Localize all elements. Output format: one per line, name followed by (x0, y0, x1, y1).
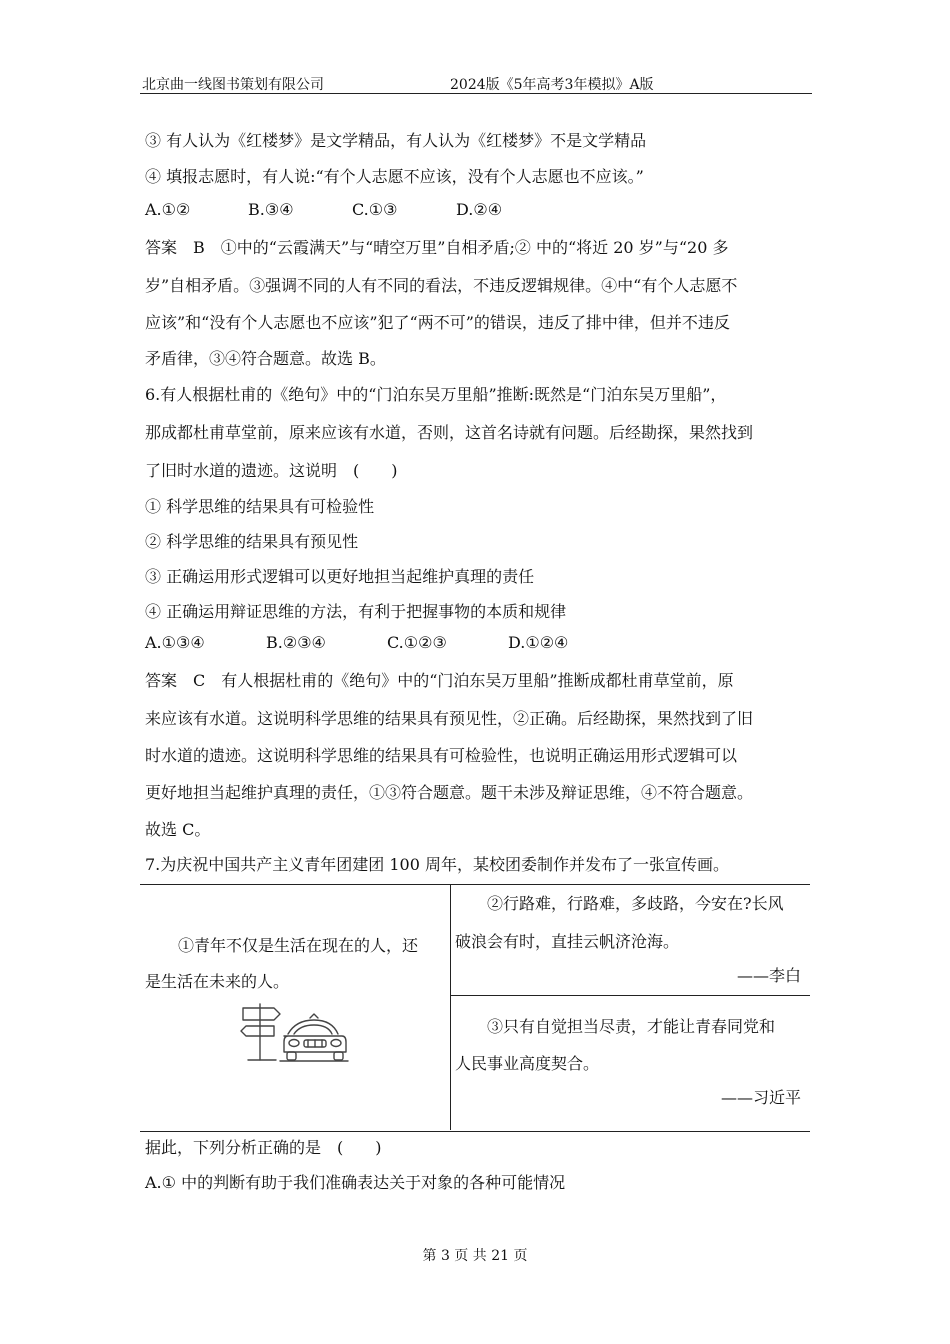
page-number: 第 3 页 共 21 页 (422, 1248, 528, 1264)
q6-answer-line: 故选 C。 (145, 820, 211, 839)
poster-quote-3-line: 人民事业高度契合。 (455, 1054, 600, 1073)
q6-option-a: A.①③④ (145, 633, 205, 652)
q5-option-c: C.①③ (352, 200, 398, 219)
header-book-title: 2024版《5年高考3年模拟》A版 (450, 77, 654, 93)
q6-answer-line: 时水道的遗迹。这说明科学思维的结果具有可检验性，也说明正确运用形式逻辑可以 (145, 746, 738, 765)
q5-answer-line: 应该”和“没有个人志愿也不应该”犯了“两不可”的错误，违反了排中律，但并不违反 (145, 313, 730, 332)
header-divider (140, 93, 812, 94)
q5-option-b: B.③④ (248, 200, 294, 219)
q5-option-d: D.②④ (456, 200, 503, 219)
q5-answer-line: 答案 B ①中的“云霞满天”与“晴空万里”自相矛盾;② 中的“将近 20 岁”与“20 多 (145, 238, 729, 257)
q5-option-a: A.①② (145, 200, 191, 219)
poster-left-text-line: 是生活在未来的人。 (145, 972, 290, 991)
q6-option-b: B.②③④ (266, 633, 326, 652)
q7-question: 据此，下列分析正确的是 ( ) (145, 1138, 382, 1157)
q6-option-d: D.①②④ (508, 633, 569, 652)
signpost-car-illustration (240, 1000, 350, 1064)
q7-stem: 7.为庆祝中国共产主义青年团建团 100 周年，某校团委制作并发布了一张宣传画。 (145, 855, 729, 874)
q5-item-4: ④ 填报志愿时，有人说:“有个人志愿不应该，没有个人志愿也不应该。” (145, 167, 644, 186)
q5-item-3: ③ 有人认为《红楼梦》是文学精品，有人认为《红楼梦》不是文学精品 (145, 131, 647, 150)
poster-quote-3-author: ——习近平 (721, 1088, 802, 1107)
q6-answer-line: 更好地担当起维护真理的责任，①③符合题意。题干未涉及辩证思维，④不符合题意。 (145, 783, 754, 802)
poster-quote-3-line: ③只有自觉担当尽责，才能让青春同党和 (487, 1017, 776, 1036)
poster-quote-2-line: ②行路难，行路难，多歧路，今安在?长风 (487, 894, 784, 913)
q6-stem-line: 6.有人根据杜甫的《绝句》中的“门泊东吴万里船”推断:既然是“门泊东吴万里船”， (145, 385, 727, 404)
q6-answer-line: 答案 C 有人根据杜甫的《绝句》中的“门泊东吴万里船”推断成都杜甫草堂前，原 (145, 671, 734, 690)
q7-option-a: A.① 中的判断有助于我们准确表达关于对象的各种可能情况 (145, 1173, 566, 1192)
q5-answer-line: 矛盾律，③④符合题意。故选 B。 (145, 349, 386, 368)
q6-stem-line: 那成都杜甫草堂前，原来应该有水道，否则，这首名诗就有问题。后经勘探，果然找到 (145, 423, 754, 442)
q6-item-3: ③ 正确运用形式逻辑可以更好地担当起维护真理的责任 (145, 567, 535, 586)
poster-table-row-divider (450, 995, 810, 996)
q6-item-4: ④ 正确运用辩证思维的方法，有利于把握事物的本质和规律 (145, 602, 567, 621)
q5-answer-line: 岁”自相矛盾。③强调不同的人有不同的看法，不违反逻辑规律。④中“有个人志愿不 (145, 276, 738, 295)
poster-quote-2-author: ——李白 (737, 966, 802, 985)
q6-option-c: C.①②③ (387, 633, 447, 652)
q6-stem-line: 了旧时水道的遗迹。这说明 ( ) (145, 461, 398, 480)
header-company: 北京曲一线图书策划有限公司 (142, 77, 324, 93)
q6-item-2: ② 科学思维的结果具有预见性 (145, 532, 359, 551)
page-header (140, 72, 812, 94)
poster-left-text-line: ①青年不仅是生活在现在的人，还 (178, 936, 419, 955)
poster-table-column-divider (450, 884, 451, 1130)
q6-answer-line: 来应该有水道。这说明科学思维的结果具有预见性，②正确。后经勘探，果然找到了旧 (145, 709, 754, 728)
poster-quote-2-line: 破浪会有时，直挂云帆济沧海。 (455, 932, 680, 951)
q6-item-1: ① 科学思维的结果具有可检验性 (145, 497, 375, 516)
